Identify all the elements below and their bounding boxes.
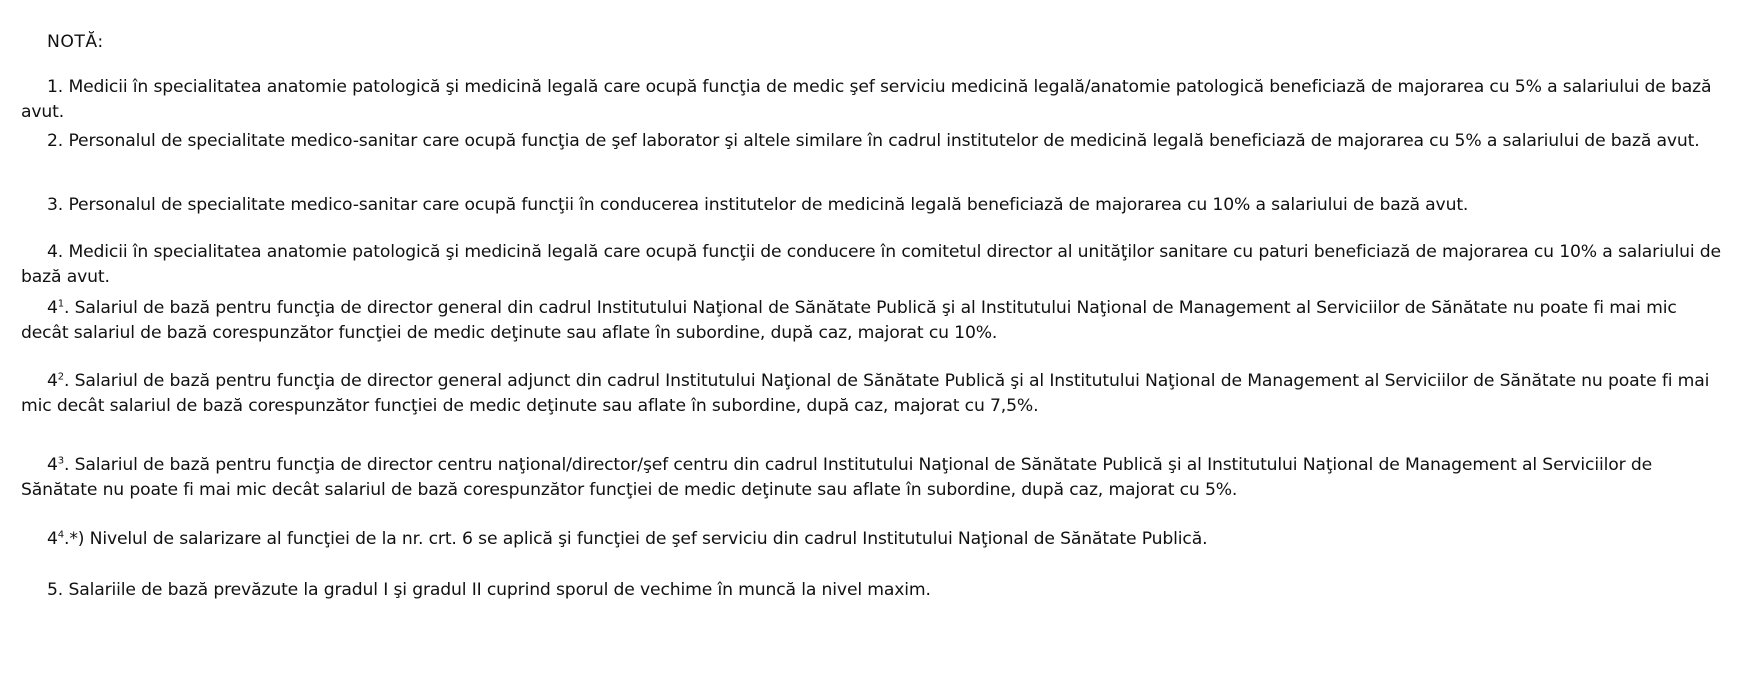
note-4-3 — [21, 453, 1721, 503]
note-superscript: 4 — [57, 529, 65, 541]
note-separator: . — [57, 77, 69, 97]
note-text: Salariul de bază pentru funcţia de director centru naţional/director/şef centru din cadrul Institutului Naţional de Sănătate Publică şi al Institutului Naţional de Management al Serviciilor de Sănătate nu poate fi mai mic decât salariul de bază corespunzător funcţiei de medic deţinute sau aflate în subordine, după caz, majorat cu 5%. — [21, 455, 1653, 500]
note-text: Salariul de bază pentru funcţia de director general din cadrul Institutului Naţional de Sănătate Publică şi al Institutului Naţional de Management al Serviciilor de Sănătate nu poate fi mai mic decât salariul de bază corespunzător funcţiei de medic deţinute sau aflate în subordine, după caz, majorat cu 10%. — [21, 298, 1677, 343]
note-number: 4 — [47, 371, 58, 391]
note-4-4 — [21, 527, 1721, 552]
note-4 — [21, 240, 1721, 290]
note-separator: . — [64, 371, 75, 391]
note-separator: . — [64, 455, 75, 475]
note-text: Personalul de specialitate medico-sanitar care ocupă funcţii în conducerea institutelor de medicină legală beneficiază de majorarea cu 10% a salariului de bază avut. — [68, 195, 1469, 215]
note-superscript: 1 — [57, 298, 65, 310]
note-number: 4 — [47, 298, 58, 318]
note-number: 5 — [47, 580, 58, 600]
note-3 — [21, 193, 1721, 218]
note-number: 4 — [47, 455, 58, 475]
note-text: Medicii în specialitatea anatomie patologică şi medicină legală care ocupă funcţii de conducere în comitetul director al unităţilor sanitare cu paturi beneficiază de majorarea cu 10% a salariului de bază avut. — [21, 242, 1721, 287]
note-5 — [21, 578, 1721, 603]
note-4-1 — [21, 296, 1721, 346]
note-separator: . — [57, 580, 69, 600]
note-text: Nivelul de salarizare al funcţiei de la nr. crt. 6 se aplică şi funcţiei de şef serviciu din cadrul Institutului Naţional de Sănătate Publică. — [89, 529, 1208, 549]
note-number: 4 — [47, 529, 58, 549]
note-number: 3 — [47, 195, 58, 215]
note-1 — [21, 75, 1721, 125]
note-text: Personalul de specialitate medico-sanitar care ocupă funcţia de şef laborator şi altele similare în cadrul institutelor de medicină legală beneficiază de majorarea cu 5% a salariului de bază avut. — [68, 131, 1700, 151]
note-separator: . — [57, 195, 69, 215]
note-separator: . — [57, 242, 69, 262]
note-4-2 — [21, 369, 1721, 419]
note-text: Salariul de bază pentru funcţia de director general adjunct din cadrul Institutului Naţional de Sănătate Publică şi al Institutului Naţional de Management al Serviciilor de Sănătate nu poate fi mai mic decât salariul de bază corespunzător funcţiei de medic deţinute sau aflate în subordine, după caz, majorat cu 7,5%. — [21, 371, 1710, 416]
note-2 — [21, 129, 1721, 154]
note-separator: . — [57, 131, 69, 151]
note-number: 4 — [47, 242, 58, 262]
note-separator: .*) — [64, 529, 90, 549]
note-number: 2 — [47, 131, 58, 151]
note-separator: . — [64, 298, 75, 318]
note-number: 1 — [47, 77, 58, 97]
note-title: NOTĂ: — [47, 32, 104, 52]
note-superscript: 2 — [57, 371, 65, 383]
note-text: Medicii în specialitatea anatomie patologică şi medicină legală care ocupă funcţia de medic şef serviciu medicină legală/anatomie patologică beneficiază de majorarea cu 5% a salariului de bază avut. — [21, 77, 1712, 122]
note-superscript: 3 — [57, 455, 65, 467]
note-text: Salariile de bază prevăzute la gradul I şi gradul II cuprind sporul de vechime în muncă la nivel maxim. — [68, 580, 931, 600]
